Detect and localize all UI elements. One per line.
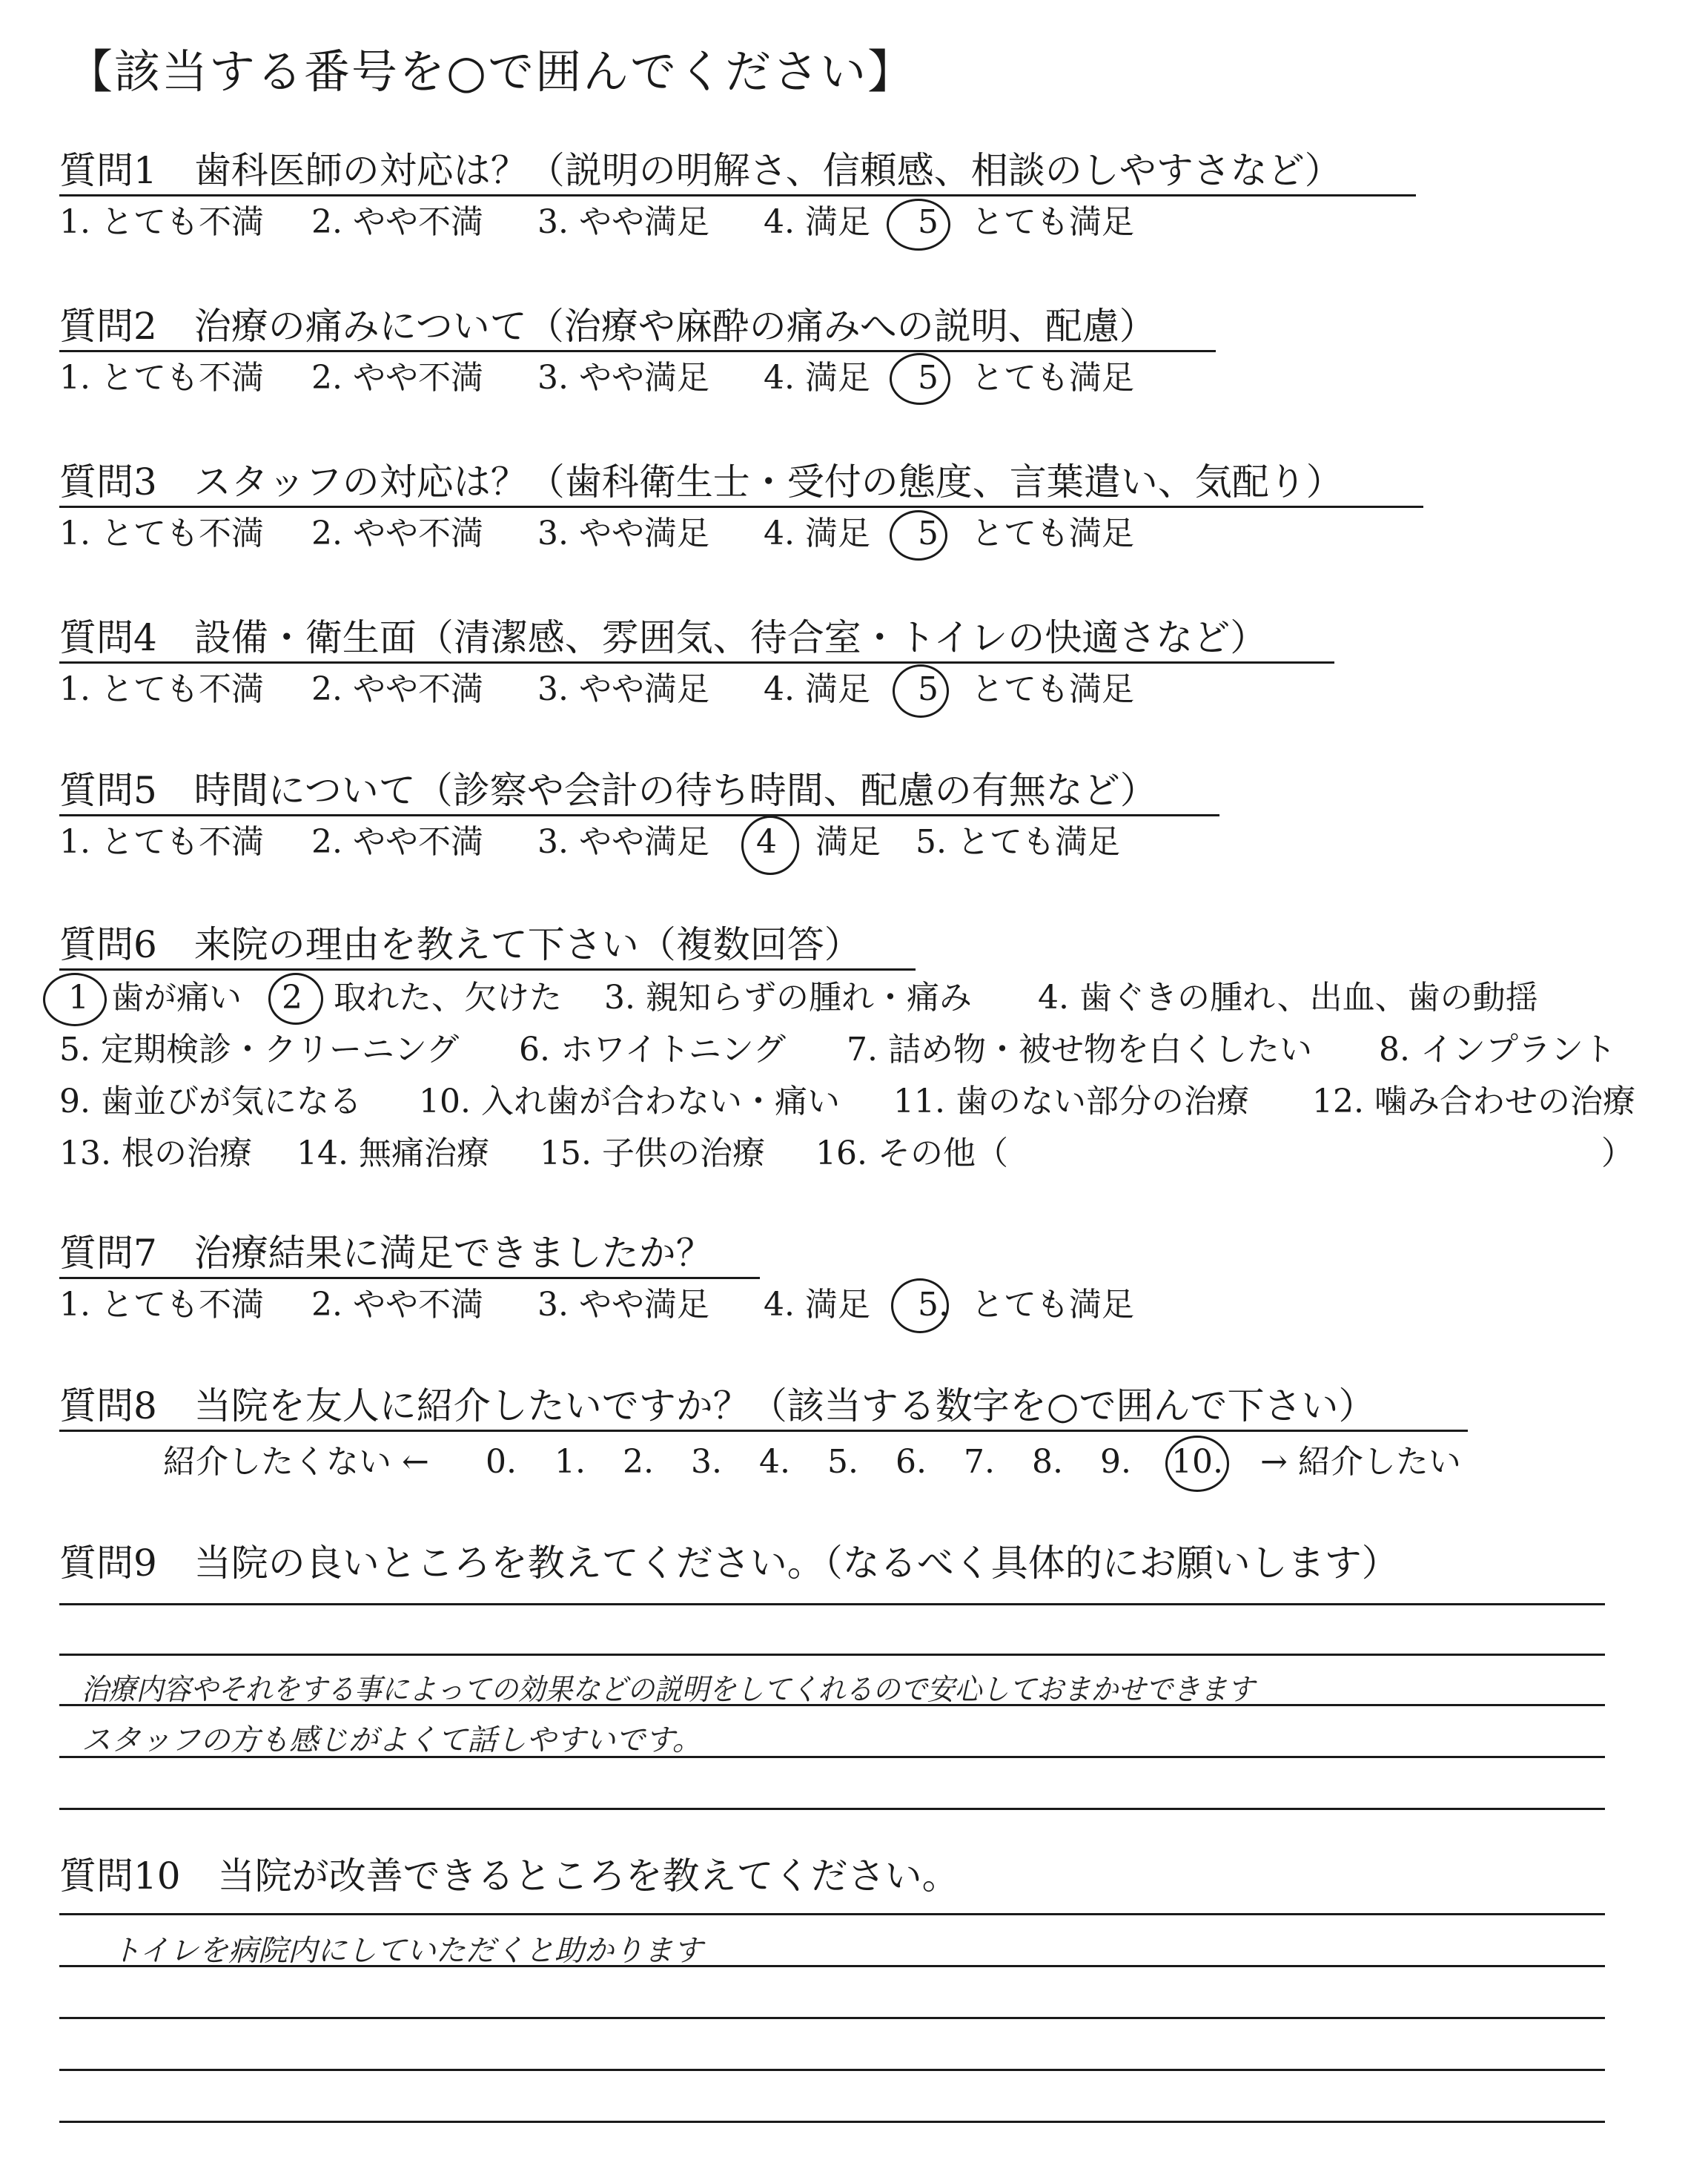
q10-answer-line-5 [59,2121,1605,2123]
q5-option-2[interactable]: 2. やや不満 [311,823,483,861]
q6-option-4[interactable]: 4. 歯ぐきの腫れ、出血、歯の動揺 [1038,979,1538,1017]
q1-selection-circle [887,199,950,251]
q1-option-3[interactable]: 3. やや満足 [537,203,709,241]
q9-handwritten-answer-2: スタッフの方も感じがよくて話しやすいです。 [82,1723,702,1757]
q2-option-3[interactable]: 3. やや満足 [537,359,709,397]
q10-title: 質問10 当院が改善できるところを教えてください。 [59,1855,959,1898]
q8-title: 質問8 当院を友人に紹介したいですか？（該当する数字を○で囲んで下さい） [59,1384,1376,1427]
q8-right-label: → 紹介したい [1260,1443,1461,1481]
q6-option-2-label: 取れた、欠けた [334,979,562,1017]
q8-scale-8[interactable]: 8. [1032,1443,1063,1481]
q4-selection-circle [893,664,949,718]
q10-answer-line-3 [59,2017,1605,2019]
q6-option-8[interactable]: 8. インプラント [1379,1031,1616,1069]
q9-title: 質問9 当院の良いところを教えてください。（なるべく具体的にお願いします） [59,1542,1399,1585]
q10-answer-line-4 [59,2069,1605,2071]
q4-option-2[interactable]: 2. やや不満 [311,670,483,708]
q4-title: 質問4 設備・衛生面（清潔感、雰囲気、待合室・トイレの快適さなど） [59,616,1268,659]
q8-scale-0[interactable]: 0. [486,1443,517,1481]
q6-option-14[interactable]: 14. 無痛治療 [297,1135,489,1172]
q6-option-2-selected[interactable]: 2 [282,979,302,1017]
q6-option-1-selected[interactable]: 1 [68,979,89,1017]
q7-option-5-selected[interactable]: 5. [918,1286,949,1324]
q8-underline [59,1430,1468,1432]
q5-option-3[interactable]: 3. やや満足 [537,823,709,861]
q3-option-1[interactable]: 1. とても不満 [59,515,264,552]
q6-selection-circle-1 [43,973,107,1026]
q6-option-7[interactable]: 7. 詰め物・被せ物を白くしたい [847,1031,1312,1069]
q7-underline [59,1277,760,1279]
q8-scale-7[interactable]: 7. [964,1443,995,1481]
q3-option-5-selected[interactable]: 5 [918,515,939,552]
q10-handwritten-answer-1: トイレを病院内にしていただくと助かります [111,1934,703,1968]
q2-option-5-selected[interactable]: 5 [918,359,939,397]
q2-option-5-label: とても満足 [971,359,1134,397]
q5-selection-circle [741,816,799,875]
q5-option-1[interactable]: 1. とても不満 [59,823,264,861]
q8-scale-10-selected[interactable]: 10. [1171,1443,1223,1481]
q4-option-3[interactable]: 3. やや満足 [537,670,709,708]
q7-option-4[interactable]: 4. 満足 [764,1286,870,1324]
q6-option-3[interactable]: 3. 親知らずの腫れ・痛み [604,979,972,1017]
q1-title: 質問1 歯科医師の対応は？（説明の明解さ、信頼感、相談のしやすさなど） [59,149,1342,192]
q6-selection-circle-2 [268,973,323,1025]
q7-selection-circle [891,1278,949,1333]
q3-option-5-label: とても満足 [971,515,1134,552]
q7-title: 質問7 治療結果に満足できましたか？ [59,1232,713,1275]
q8-scale-6[interactable]: 6. [896,1443,927,1481]
q9-handwritten-answer-1: 治療内容やそれをする事によっての効果などの説明をしてくれるので安心しておまかせできます [82,1673,1255,1707]
q4-option-1[interactable]: 1. とても不満 [59,670,264,708]
q6-option-1-label: 歯が痛い [111,979,242,1017]
q7-option-5-label: とても満足 [971,1286,1134,1324]
q4-option-4[interactable]: 4. 満足 [764,670,870,708]
q9-answer-line-1 [59,1603,1605,1605]
q3-options [59,513,1171,555]
q8-scale-3[interactable]: 3. [691,1443,722,1481]
q5-option-5[interactable]: 5. とても満足 [916,823,1120,861]
q6-row-4 [59,1133,1634,1175]
q1-option-4[interactable]: 4. 満足 [764,203,870,241]
q5-underline [59,814,1219,816]
q2-option-2[interactable]: 2. やや不満 [311,359,483,397]
q7-options [59,1284,1171,1326]
q6-option-12[interactable]: 12. 噛み合わせの治療 [1312,1083,1635,1120]
q1-underline [59,194,1416,196]
q1-option-5-label: とても満足 [971,203,1134,241]
q8-scale [59,1441,1542,1483]
q3-title: 質問3 スタッフの対応は？（歯科衛生士・受付の態度、言葉遣い、気配り） [59,460,1343,503]
q3-option-4[interactable]: 4. 満足 [764,515,870,552]
q2-title: 質問2 治療の痛みについて（治療や麻酔の痛みへの説明、配慮） [59,305,1156,348]
q8-scale-1[interactable]: 1. [555,1443,586,1481]
q2-selection-circle [890,353,950,405]
q2-option-4[interactable]: 4. 満足 [764,359,870,397]
q8-selection-circle [1165,1436,1229,1492]
q4-option-5-label: とても満足 [971,670,1134,708]
q3-option-2[interactable]: 2. やや不満 [311,515,483,552]
q6-option-15[interactable]: 15. 子供の治療 [540,1135,765,1172]
q5-title: 質問5 時間について（診察や会計の待ち時間、配慮の有無など） [59,769,1157,812]
q6-underline [59,968,916,971]
q4-option-5-selected[interactable]: 5 [918,670,939,708]
q6-other-close-paren: ） [1601,1135,1634,1172]
q6-option-10[interactable]: 10. 入れ歯が合わない・痛い [419,1083,840,1120]
q1-options [59,202,1171,243]
q6-option-6[interactable]: 6. ホワイトニング [519,1031,787,1069]
q9-answer-line-5 [59,1808,1605,1810]
q2-option-1[interactable]: 1. とても不満 [59,359,264,397]
q4-options [59,669,1171,710]
q6-title: 質問6 来院の理由を教えて下さい（複数回答） [59,923,861,966]
q6-option-9[interactable]: 9. 歯並びが気になる [59,1083,362,1120]
q3-underline [59,506,1423,508]
q8-scale-2[interactable]: 2. [623,1443,654,1481]
q9-answer-line-2 [59,1654,1605,1656]
q6-row-3 [59,1081,1653,1123]
q8-scale-5[interactable]: 5. [827,1443,858,1481]
q7-option-3[interactable]: 3. やや満足 [537,1286,709,1324]
q6-row-2 [59,1029,1616,1071]
q8-scale-4[interactable]: 4. [759,1443,790,1481]
page-heading: 【該当する番号を○で囲んでください】 [67,44,916,99]
q6-option-11[interactable]: 11. 歯のない部分の治療 [893,1083,1249,1120]
q3-option-3[interactable]: 3. やや満足 [537,515,709,552]
q5-options [59,822,1171,863]
q7-option-2[interactable]: 2. やや不満 [311,1286,483,1324]
q1-option-1[interactable]: 1. とても不満 [59,203,264,241]
q8-scale-9[interactable]: 9. [1100,1443,1131,1481]
q1-option-5-selected[interactable]: 5 [918,203,939,241]
q5-option-4-selected[interactable]: 4 [756,823,777,861]
q8-left-label: 紹介したくない ← [163,1443,429,1481]
q10-answer-line-1 [59,1913,1605,1915]
q1-option-2[interactable]: 2. やや不満 [311,203,483,241]
q5-option-4-label: 満足 [815,823,881,861]
q4-underline [59,661,1334,664]
q2-underline [59,350,1216,352]
q2-options [59,357,1171,399]
q6-option-5[interactable]: 5. 定期検診・クリーニング [59,1031,460,1069]
q6-option-13[interactable]: 13. 根の治療 [59,1135,252,1172]
q3-selection-circle [890,510,947,561]
q6-option-16[interactable]: 16. その他（ [815,1135,1008,1172]
q7-option-1[interactable]: 1. とても不満 [59,1286,264,1324]
